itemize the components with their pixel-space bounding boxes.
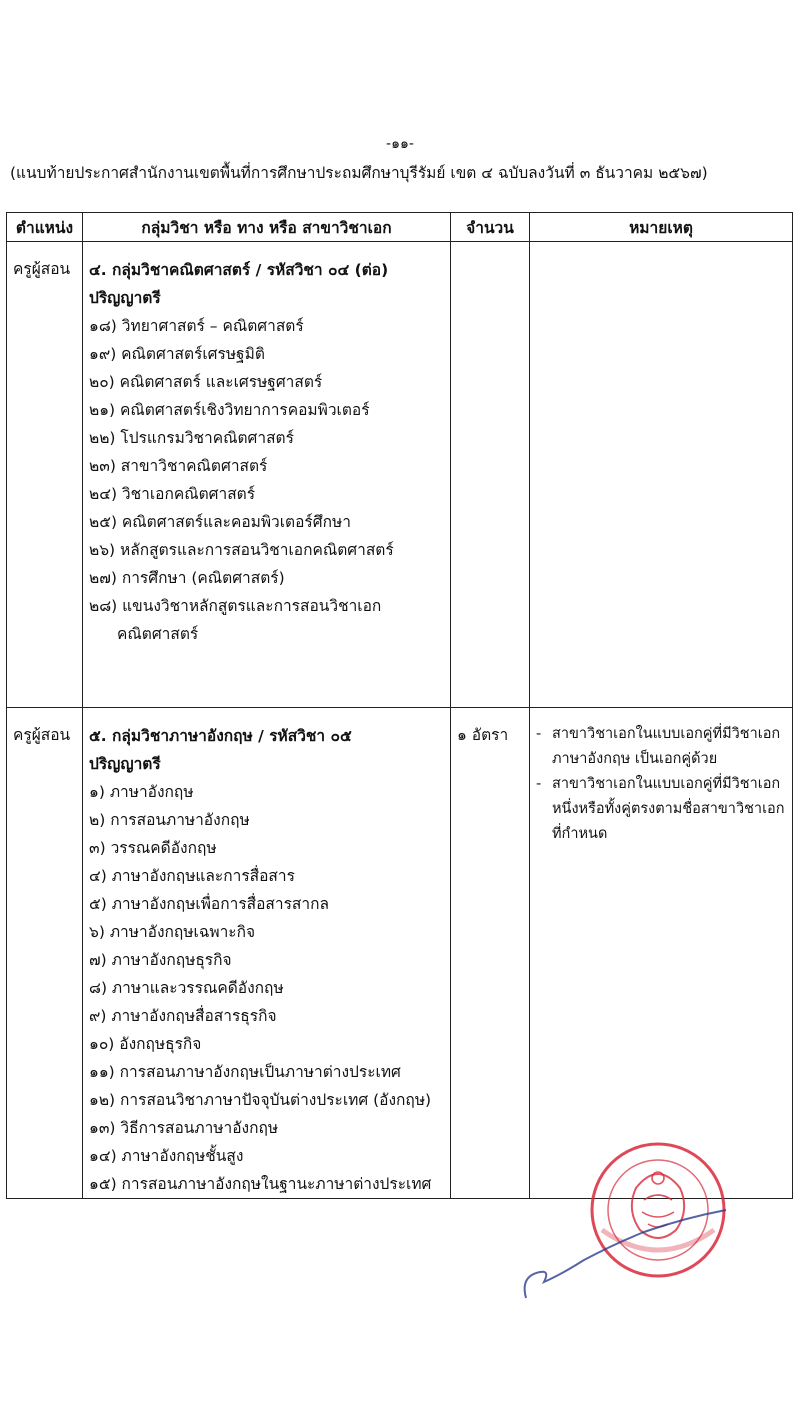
list-item: ๙) ภาษาอังกฤษสื่อสารธุรกิจ xyxy=(89,1007,277,1025)
remarks-list xyxy=(536,722,788,847)
list-item: ๑๘) วิทยาศาสตร์ – คณิตศาสตร์ xyxy=(89,317,304,335)
header-note: (แนบท้ายประกาศสำนักงานเขตพื้นที่การศึกษาประถมศึกษาบุรีรัมย์ เขต ๔ ฉบับลงวันที่ ๓ ธันวาคม ๒๕๖๗) xyxy=(10,164,708,182)
list-item-continuation: คณิตศาสตร์ xyxy=(117,625,199,643)
list-item: ๒๓) สาขาวิชาคณิตศาสตร์ xyxy=(89,457,268,475)
position-cell: ครูผู้สอน xyxy=(7,708,83,1199)
position-cell: ครูผู้สอน xyxy=(7,242,83,708)
signature-stroke xyxy=(525,1210,726,1298)
header-subject: กลุ่มวิชา หรือ ทาง หรือ สาขาวิชาเอก xyxy=(83,213,451,242)
list-item: ๑๓) วิธีการสอนภาษาอังกฤษ xyxy=(89,1119,279,1137)
group-title: ๕. กลุ่มวิชาภาษาอังกฤษ / รหัสวิชา ๐๕ xyxy=(89,727,352,745)
list-item: ๒๘) แขนงวิชาหลักสูตรและการสอนวิชาเอก xyxy=(89,597,382,615)
table-header-row xyxy=(7,213,793,242)
list-item: ๖) ภาษาอังกฤษเฉพาะกิจ xyxy=(89,923,256,941)
remark-item: - สาขาวิชาเอกในแบบเอกคู่ที่มีวิชาเอกภาษาอังกฤษ เป็นเอกคู่ด้วย xyxy=(536,722,788,772)
list-item: ๑) ภาษาอังกฤษ xyxy=(89,783,194,801)
table-row xyxy=(7,242,793,708)
list-item: ๒๐) คณิตศาสตร์ และเศรษฐศาสตร์ xyxy=(89,373,323,391)
subject-cell xyxy=(83,708,451,1199)
list-item: ๕) ภาษาอังกฤษเพื่อการสื่อสารสากล xyxy=(89,895,329,913)
degree-label: ปริญญาตรี xyxy=(89,755,161,773)
header-remarks: หมายเหตุ xyxy=(530,213,793,242)
list-item: ๑๔) ภาษาอังกฤษชั้นสูง xyxy=(89,1147,244,1165)
list-item: ๒๕) คณิตศาสตร์และคอมพิวเตอร์ศึกษา xyxy=(89,513,351,531)
list-item: ๑๑) การสอนภาษาอังกฤษเป็นภาษาต่างประเทศ xyxy=(89,1063,401,1081)
seal-stamp xyxy=(592,1144,724,1276)
degree-label: ปริญญาตรี xyxy=(89,289,161,307)
list-item: ๑๒) การสอนวิชาภาษาปัจจุบันต่างประเทศ (อังกฤษ) xyxy=(89,1091,432,1109)
remarks-cell xyxy=(530,242,793,708)
official-seal xyxy=(518,1138,768,1318)
list-item: ๒๑) คณิตศาสตร์เชิงวิทยาการคอมพิวเตอร์ xyxy=(89,401,370,419)
list-item: ๑๐) อังกฤษธุรกิจ xyxy=(89,1035,202,1053)
remark-item: - สาขาวิชาเอกในแบบเอกคู่ที่มีวิชาเอกหนึ่งหรือทั้งคู่ตรงตามชื่อสาขาวิชาเอกที่กำหนด xyxy=(536,772,788,847)
list-item: ๔) ภาษาอังกฤษและการสื่อสาร xyxy=(89,867,295,885)
list-item: ๑๕) การสอนภาษาอังกฤษในฐานะภาษาต่างประเทศ xyxy=(89,1175,432,1193)
header-position: ตำแหน่ง xyxy=(7,213,83,242)
group-title: ๔. กลุ่มวิชาคณิตศาสตร์ / รหัสวิชา ๐๔ (ต่อ) xyxy=(89,261,389,279)
list-item: ๘) ภาษาและวรรณคดีอังกฤษ xyxy=(89,979,284,997)
list-item: ๗) ภาษาอังกฤษธุรกิจ xyxy=(89,951,232,969)
list-item: ๒๖) หลักสูตรและการสอนวิชาเอกคณิตศาสตร์ xyxy=(89,541,394,559)
remarks-cell xyxy=(530,708,793,1199)
positions-table xyxy=(6,212,793,1199)
list-item: ๒๗) การศึกษา (คณิตศาสตร์) xyxy=(89,569,285,587)
header-count: จำนวน xyxy=(451,213,530,242)
table-row xyxy=(7,708,793,1199)
count-cell: ๑ อัตรา xyxy=(451,708,530,1199)
list-item: ๒) การสอนภาษาอังกฤษ xyxy=(89,811,250,829)
subject-cell xyxy=(83,242,451,708)
page-number: -๑๑- xyxy=(386,136,414,152)
list-item: ๒๒) โปรแกรมวิชาคณิตศาสตร์ xyxy=(89,429,294,447)
list-item: ๓) วรรณคดีอังกฤษ xyxy=(89,839,217,857)
count-cell xyxy=(451,242,530,708)
list-item: ๒๔) วิชาเอกคณิตศาสตร์ xyxy=(89,485,256,503)
list-item: ๑๙) คณิตศาสตร์เศรษฐมิติ xyxy=(89,345,265,363)
